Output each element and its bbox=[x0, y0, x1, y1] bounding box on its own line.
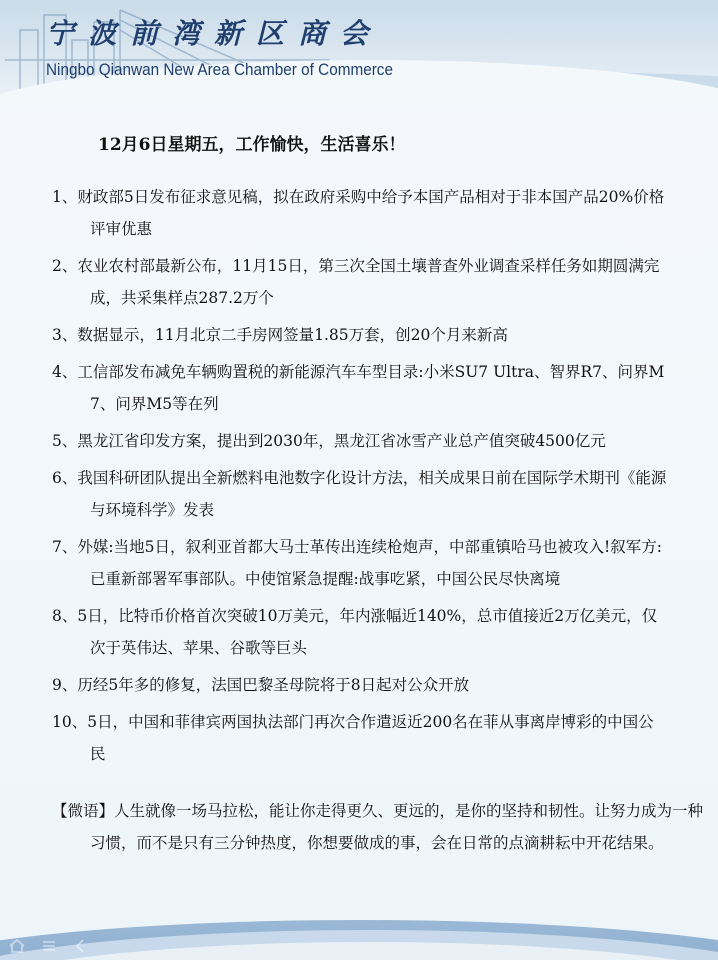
back-icon[interactable] bbox=[72, 937, 90, 955]
org-title-chinese: 宁波前湾新区商会 bbox=[46, 17, 383, 50]
news-item-text: 历经5年多的修复，法国巴黎圣母院将于8日起对公众开放 bbox=[77, 676, 470, 694]
news-item-text: 财政部5日发布征求意见稿，拟在政府采购中给予本国产品相对于非本国产品20%价格评审优惠 bbox=[77, 188, 665, 238]
news-item bbox=[52, 319, 668, 351]
news-item bbox=[52, 462, 668, 526]
news-item-text: 黑龙江省印发方案，提出到2030年，黑龙江省冰雪产业总产值突破4500亿元 bbox=[77, 432, 606, 450]
org-title-english: Ningbo Qianwan New Area Chamber of Commerce bbox=[46, 60, 393, 79]
news-item bbox=[52, 531, 668, 595]
news-item bbox=[52, 600, 668, 664]
news-item bbox=[52, 181, 668, 245]
header-banner bbox=[0, 0, 718, 110]
news-item-text: 5日，比特币价格首次突破10万美元，年内涨幅近140%，总市值接近2万亿美元，仅次于英伟达、苹果、谷歌等巨头 bbox=[77, 607, 658, 657]
news-item-number: 2、 bbox=[52, 257, 78, 275]
news-item bbox=[52, 425, 668, 457]
quote-label: 【微语】 bbox=[52, 802, 115, 820]
news-item-number: 7、 bbox=[52, 538, 78, 556]
news-item bbox=[52, 250, 668, 314]
news-item-text: 5日，中国和菲律宾两国执法部门再次合作遣返近200名在菲从事离岸博彩的中国公民 bbox=[87, 713, 654, 763]
footer-decoration bbox=[0, 890, 718, 960]
news-item-text: 外媒:当地5日，叙利亚首都大马士革传出连续枪炮声，中部重镇哈马也被攻入!叙军方:已重新部署军事部队。中使馆紧急提醒:战事吃紧，中国公民尽快离境 bbox=[77, 538, 662, 588]
date-greeting: 12月6日星期五，工作愉快，生活喜乐！ bbox=[98, 135, 406, 155]
news-item-number: 6、 bbox=[52, 469, 78, 487]
news-item-number: 8、 bbox=[52, 607, 78, 625]
news-item-number: 9、 bbox=[52, 676, 78, 694]
news-item-text: 农业农村部最新公布，11月15日，第三次全国土壤普查外业调查采样任务如期圆满完成，共采集样点287.2万个 bbox=[77, 257, 660, 307]
news-item-number: 10、 bbox=[52, 713, 88, 731]
quote-text: 人生就像一场马拉松，能让你走得更久、更远的，是你的坚持和韧性。让努力成为一种习惯，而不是只有三分钟热度，你想要做成的事，会在日常的点滴耕耘中开花结果。 bbox=[90, 802, 704, 852]
news-item-number: 5、 bbox=[52, 432, 78, 450]
news-item bbox=[52, 356, 668, 420]
news-item-number: 3、 bbox=[52, 326, 78, 344]
news-item bbox=[52, 706, 668, 770]
daily-quote bbox=[52, 795, 706, 859]
news-item-text: 数据显示，11月北京二手房网签量1.85万套，创20个月来新高 bbox=[77, 326, 508, 344]
news-item-text: 我国科研团队提出全新燃料电池数字化设计方法，相关成果日前在国际学术期刊《能源与环境科学》发表 bbox=[77, 469, 667, 519]
news-list bbox=[52, 181, 668, 775]
news-item bbox=[52, 669, 668, 701]
menu-icon[interactable] bbox=[40, 937, 58, 955]
footer-icon-row bbox=[8, 937, 90, 955]
news-item-number: 4、 bbox=[52, 363, 78, 381]
news-item-text: 工信部发布减免车辆购置税的新能源汽车车型目录:小米SU7 Ultra、智界R7、问界M7、问界M5等在列 bbox=[77, 363, 665, 413]
news-item-number: 1、 bbox=[52, 188, 78, 206]
home-icon[interactable] bbox=[8, 937, 26, 955]
